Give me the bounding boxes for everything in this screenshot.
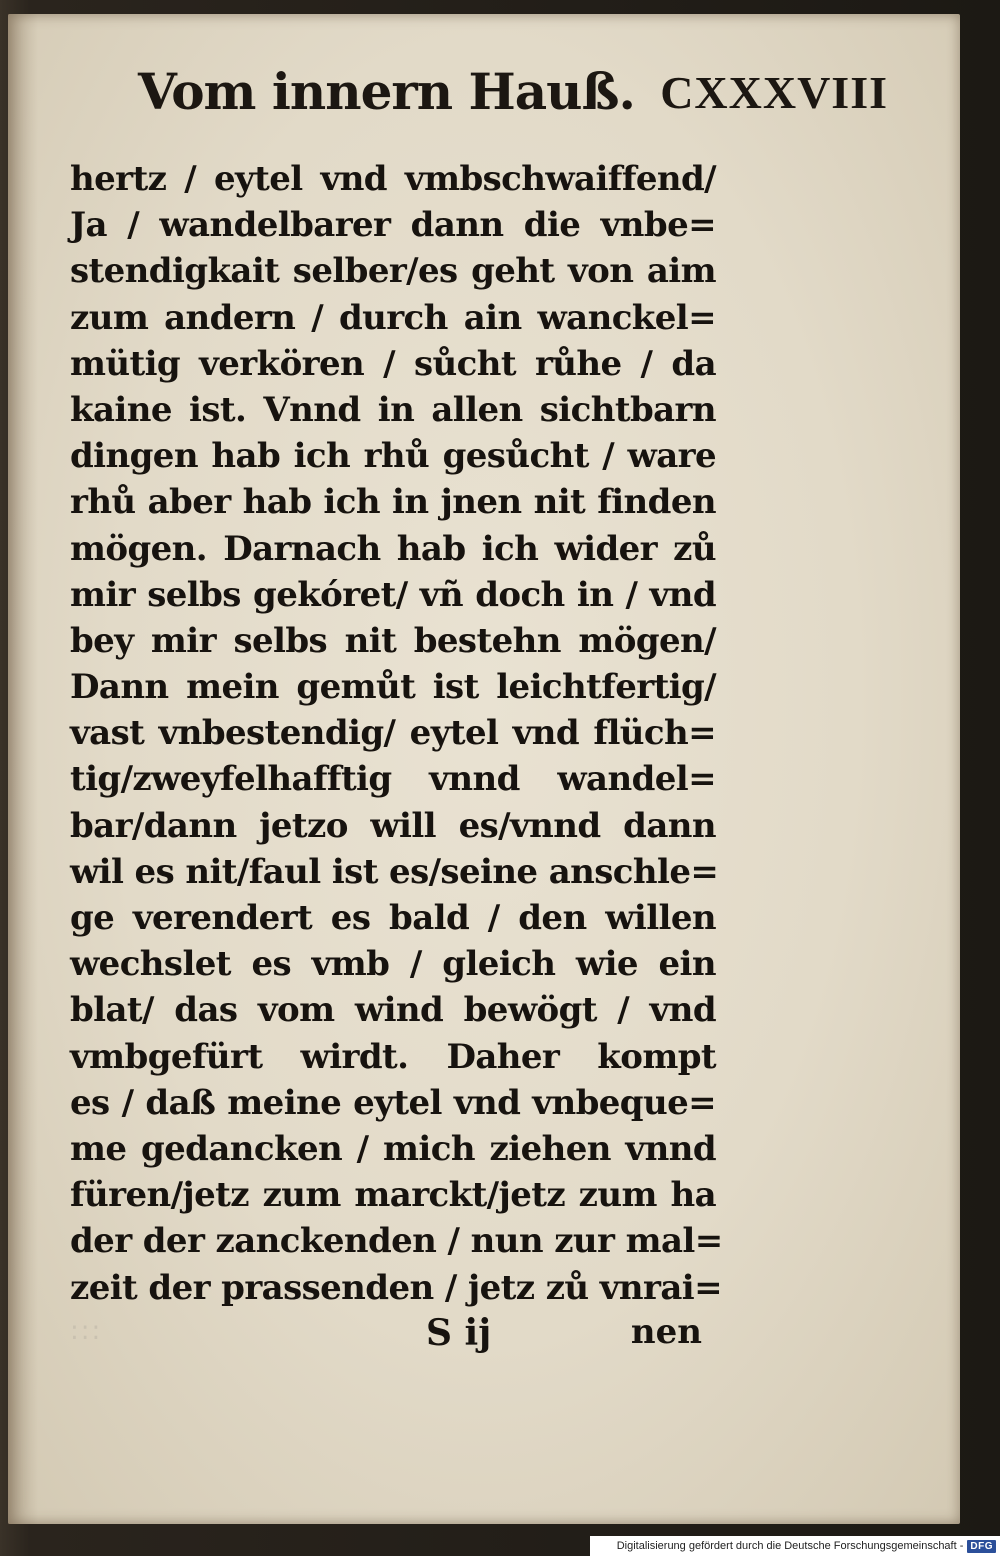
text-line: füren/jetz zum marckt/jetz zum ha bbox=[70, 1175, 716, 1216]
text-line: der der zanckenden / nun zur mal= bbox=[70, 1221, 723, 1262]
body-text bbox=[70, 156, 723, 1311]
text-line: rhů aber hab ich in jnen nit finden bbox=[70, 482, 716, 523]
text-line: vmbgefürt wirdt. Daher kompt bbox=[70, 1036, 716, 1077]
text-line: me gedancken / mich ziehen vnnd bbox=[70, 1128, 716, 1169]
text-line: dingen hab ich rhů gesůcht / ware bbox=[70, 436, 716, 477]
text-line: wechslet es vmb / gleich wie ein bbox=[70, 944, 716, 985]
text-line: wil es nit/faul ist es/seine anschle= bbox=[70, 851, 719, 892]
text-line: stendigkait selber/es geht von aim bbox=[70, 251, 716, 292]
text-line: mir selbs gekóret/ vñ doch in / vnd bbox=[70, 574, 716, 615]
text-line: kaine ist. Vnnd in allen sichtbarn bbox=[70, 389, 716, 430]
credit-text: Digitalisierung gefördert durch die Deutsche Forschungsgemeinschaft - bbox=[616, 1540, 964, 1552]
text-line: Dann mein gemůt ist leichtfertig/ bbox=[70, 667, 716, 708]
digitization-credit-bar bbox=[590, 1536, 1000, 1556]
text-line: mütig verkören / sůcht růhe / da bbox=[70, 343, 716, 384]
text-line: vast vnbestendig/ eytel vnd flüch= bbox=[70, 713, 716, 754]
text-line: es / daß meine eytel vnd vnbeque= bbox=[70, 1082, 716, 1123]
text-line: zum andern / durch ain wanckel= bbox=[70, 297, 716, 338]
text-line: bar/dann jetzo will es/vnnd dann bbox=[70, 805, 716, 846]
text-line: bey mir selbs nit bestehn mögen/ bbox=[70, 620, 716, 661]
text-line: ge verendert es bald / den willen bbox=[70, 898, 716, 938]
text-line: Ja / wandelbarer dann die vnbe= bbox=[70, 205, 716, 246]
page-gutter-shadow bbox=[8, 14, 38, 1524]
folio-number: CXXXVIII bbox=[660, 67, 888, 118]
running-title: Vom innern Hauß. bbox=[138, 62, 635, 121]
dfg-logo: DFG bbox=[967, 1540, 996, 1553]
catchword: nen bbox=[630, 1312, 702, 1352]
page-header bbox=[138, 62, 888, 142]
page-footer bbox=[70, 1312, 716, 1362]
signature-mark: S ij bbox=[426, 1312, 492, 1354]
text-line: zeit der prassenden / jetz zů vnrai= bbox=[70, 1267, 722, 1308]
text-line: tig/zweyfelhafftig vnnd wandel= bbox=[70, 759, 716, 800]
text-line: mögen. Darnach hab ich wider zů bbox=[70, 528, 716, 569]
book-page bbox=[8, 14, 960, 1524]
text-line: blat/ das vom wind bewögt / vnd bbox=[70, 990, 716, 1031]
text-line: hertz / eytel vnd vmbschwaiffend/ bbox=[70, 159, 716, 199]
show-through-mark: ::: bbox=[70, 1316, 103, 1346]
